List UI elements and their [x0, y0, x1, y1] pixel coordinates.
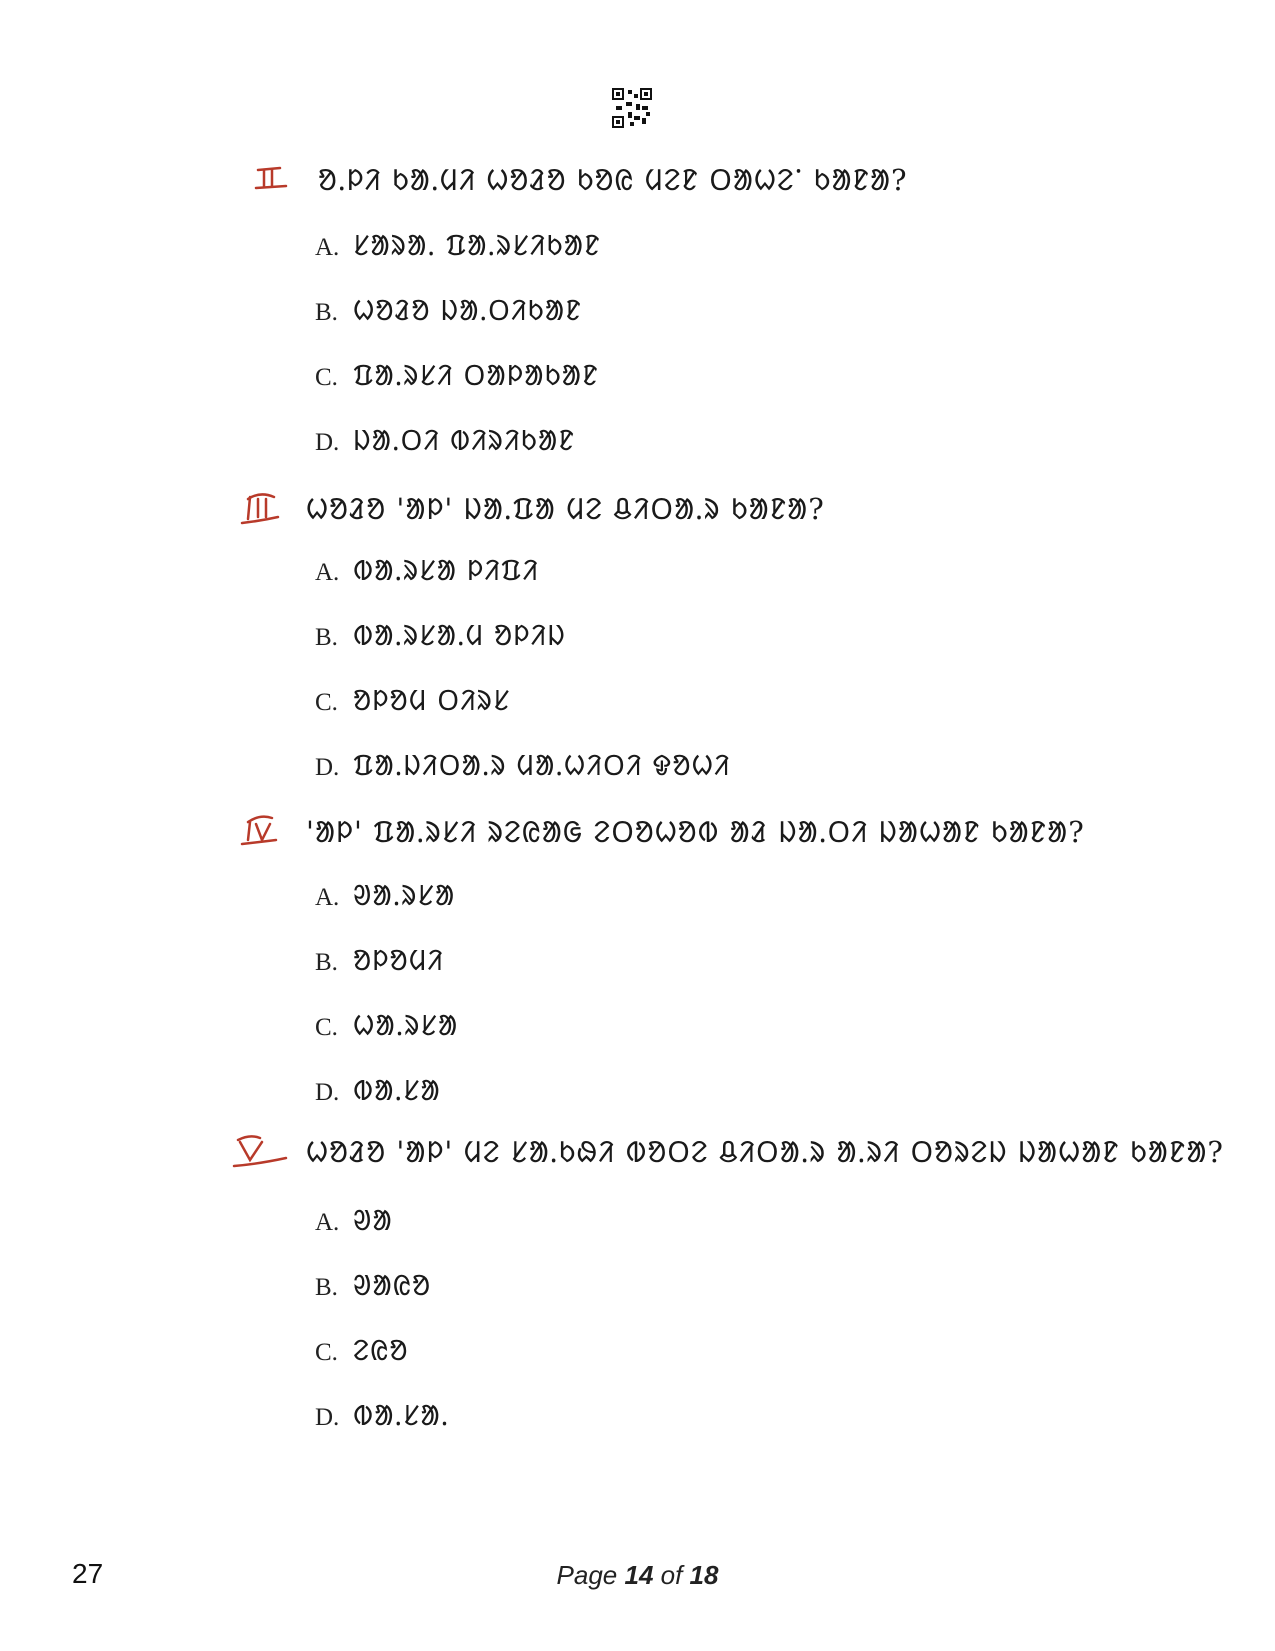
option-c: [315, 356, 599, 396]
handwritten-number-v-icon: [232, 1130, 292, 1176]
handwritten-number-ii-icon: [252, 158, 312, 204]
option-text: ᱦᱟᱹᱨᱥᱟ: [353, 1009, 459, 1042]
option-letter: D.: [315, 1404, 340, 1431]
option-b: [315, 1266, 431, 1306]
page-current: 14: [624, 1560, 654, 1590]
footer-document-number: 27: [72, 1558, 104, 1589]
option-text: ᱵᱟᱹᱨᱥᱟ ᱞᱤᱯᱤ: [353, 554, 540, 587]
option-text: ᱡᱟᱹᱛᱤ ᱵᱤᱨᱤᱠᱟᱱ: [353, 424, 576, 457]
option-text: ᱚᱞᱚᱢᱤ: [353, 944, 445, 977]
option-text: ᱥᱟᱨᱟᱹ ᱯᱟᱹᱨᱥᱤᱠᱟᱱ: [353, 229, 601, 262]
option-letter: D.: [315, 429, 340, 456]
option-a: [315, 1201, 393, 1241]
qr-code-icon: [612, 88, 652, 128]
option-text: ᱵᱟᱹᱨᱥᱟᱹᱢ ᱚᱞᱤᱡ: [353, 619, 566, 652]
option-letter: A.: [315, 234, 340, 261]
option-d: [315, 746, 731, 786]
option-a: [315, 876, 455, 916]
option-text: ᱮᱭᱚ: [353, 1334, 409, 1367]
option-letter: A.: [315, 559, 340, 586]
question-number-ii: [252, 158, 312, 204]
option-text: ᱯᱟᱹᱨᱥᱤ ᱛᱟᱞᱟᱠᱟᱱ: [353, 359, 599, 392]
page-total: 18: [689, 1560, 719, 1590]
option-letter: D.: [315, 754, 340, 781]
option-text: ᱣᱟᱹᱨᱥᱟ: [353, 879, 456, 912]
option-d: [315, 1071, 441, 1111]
option-text: ᱦᱚᱲᱚ ᱡᱟᱹᱛᱤᱠᱟᱱ: [353, 294, 583, 327]
option-b: [315, 291, 582, 331]
question-number-iii: [240, 487, 300, 533]
page-of: of: [653, 1560, 690, 1590]
question-iii: [240, 487, 1040, 537]
option-letter: B.: [315, 299, 338, 326]
handwritten-number-iii-icon: [240, 487, 300, 533]
option-letter: C.: [315, 689, 338, 716]
option-c: [315, 1006, 458, 1046]
option-letter: D.: [315, 1079, 340, 1106]
option-c: [315, 1331, 409, 1371]
question-text: 'ᱟᱞ' ᱯᱟᱹᱨᱥᱤ ᱨᱮᱭᱟᱜ ᱮᱛᱚᱦᱚᱵ ᱟᱲ ᱡᱟᱹᱛᱤ ᱡᱟᱦᱟᱱ ᱠᱟᱱᱟ?: [306, 815, 1085, 849]
option-d: [315, 1396, 449, 1436]
question-number-v: [232, 1130, 292, 1176]
page-prefix: Page: [556, 1560, 625, 1590]
option-text: ᱵᱟᱹᱥᱟᱹ: [353, 1399, 450, 1432]
question-ii: [252, 158, 1052, 208]
option-text: ᱣᱟ: [353, 1204, 393, 1237]
option-letter: C.: [315, 1339, 338, 1366]
question-text: ᱦᱚᱲᱚ 'ᱟᱞ' ᱢᱮ ᱥᱟᱹᱠᱷᱤ ᱵᱚᱛᱮ ᱪᱤᱛᱟᱹᱨ ᱟᱹᱨᱤ ᱛᱚᱨᱮᱡ ᱡᱟᱦᱟᱱ ᱠᱟᱱᱟ?: [306, 1135, 1224, 1169]
option-letter: B.: [315, 1274, 338, 1301]
question-v: [232, 1130, 1224, 1180]
option-text: ᱵᱟᱹᱥᱟ: [353, 1074, 441, 1107]
question-number-iv: [240, 810, 300, 856]
question-iv: [240, 810, 1085, 860]
option-letter: A.: [315, 1209, 340, 1236]
option-a: [315, 226, 601, 266]
option-letter: B.: [315, 949, 338, 976]
option-a: [315, 551, 539, 591]
option-letter: A.: [315, 884, 340, 911]
option-b: [315, 941, 444, 981]
page-indicator: [0, 1560, 1275, 1591]
option-letter: C.: [315, 1014, 338, 1041]
option-b: [315, 616, 566, 656]
option-d: [315, 421, 575, 461]
option-text: ᱣᱟᱭᱚ: [353, 1269, 432, 1302]
option-c: [315, 681, 510, 721]
handwritten-number-iv-icon: [240, 810, 300, 856]
question-text: ᱦᱚᱲᱚ 'ᱟᱞ' ᱡᱟᱹᱯᱟ ᱢᱮ ᱪᱤᱛᱟᱹᱨ ᱠᱟᱱᱟ?: [306, 492, 825, 526]
option-text: ᱚᱞᱚᱢ ᱛᱤᱨᱥ: [353, 684, 511, 717]
option-letter: C.: [315, 364, 338, 391]
option-letter: B.: [315, 624, 338, 651]
question-text: ᱚᱹᱞᱤ ᱠᱟᱹᱢᱤ ᱦᱚᱲᱚ ᱠᱚᱭ ᱢᱮᱱ ᱛᱟᱦᱮᱸ ᱠᱟᱱᱟ?: [318, 163, 908, 197]
option-text: ᱯᱟᱹᱡᱤᱛᱟᱹᱨ ᱢᱟᱹᱦᱤᱛᱤ ᱫᱚᱦᱤ: [353, 749, 731, 782]
